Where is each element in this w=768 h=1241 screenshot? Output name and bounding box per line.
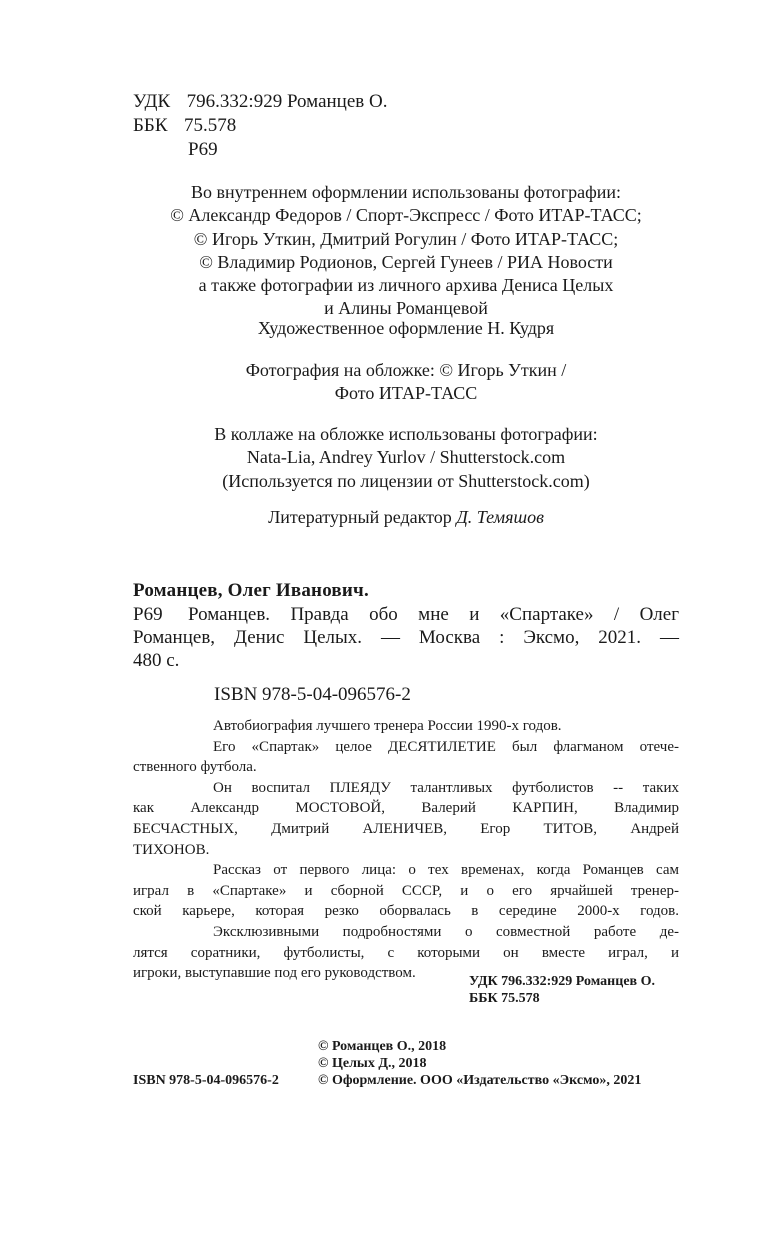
copyright-line: © Романцев О., 2018 bbox=[318, 1039, 447, 1054]
annotation-line: Рассказ от первого лица: о тех временах, когда Романцев сам bbox=[213, 862, 679, 879]
catalog-line: Романцев. Правда обо мне и «Спартаке» / Олег bbox=[188, 604, 679, 625]
bbk-value: 75.578 bbox=[184, 115, 237, 136]
annotation-line: игроки, выступавшие под его руководством. bbox=[133, 965, 416, 982]
photo-credits bbox=[133, 181, 679, 321]
literary-editor-name: Д. Темяшов bbox=[456, 507, 544, 527]
annotation-line: как Александр МОСТОВОЙ, Валерий КАРПИН, Владимир bbox=[133, 800, 679, 817]
bbk-label: ББК bbox=[133, 115, 168, 136]
footer-isbn: ISBN 978-5-04-096576-2 bbox=[133, 1073, 279, 1088]
catalog-description-cont bbox=[133, 626, 679, 672]
cover-photo-credit bbox=[133, 359, 679, 406]
annotation-line: БЕСЧАСТНЫХ, Дмитрий АЛЕНИЧЕВ, Егор ТИТОВ, Андрей bbox=[133, 820, 679, 837]
cover-photo-line: Фото ИТАР-ТАСС bbox=[334, 383, 478, 404]
collage-credits-line: Nata-Lia, Andrey Yurlov / Shutterstock.com bbox=[246, 447, 566, 468]
literary-editor-label: Литературный редактор bbox=[268, 507, 452, 527]
annotation-line: играл в «Спартаке» и сборной СССР, и о его ярчайшей тренер- bbox=[133, 882, 679, 899]
bbk-line bbox=[133, 114, 236, 137]
collage-credits-line: (Используется по лицензии от Shutterstock.com) bbox=[222, 470, 590, 491]
photo-credits-line: Во внутреннем оформлении использованы фотографии: bbox=[190, 182, 622, 202]
catalog-mark: Р69 bbox=[133, 604, 163, 625]
annotation bbox=[133, 716, 679, 984]
cover-photo-line: Фотография на обложке: © Игорь Уткин / bbox=[245, 360, 567, 380]
literary-editor bbox=[133, 506, 679, 529]
catalog-line: 480 с. bbox=[133, 650, 180, 671]
photo-credits-line: © Александр Федоров / Спорт-Экспресс / Фото ИТАР-ТАСС; bbox=[170, 205, 642, 226]
photo-credits-line: © Владимир Родионов, Сергей Гунеев / РИА Новости bbox=[199, 251, 613, 272]
catalog-author-heading: Романцев, Олег Иванович. bbox=[133, 580, 369, 601]
annotation-line: Автобиография лучшего тренера России 1990-х годов. bbox=[213, 718, 562, 734]
collage-credits-line: В коллаже на обложке использованы фотографии: bbox=[214, 424, 598, 444]
photo-credits-line: и Алины Романцевой bbox=[324, 298, 488, 319]
udk-line bbox=[133, 90, 387, 113]
annotation-line: ственного футбола. bbox=[133, 759, 257, 776]
annotation-line: Эксклюзивными подробностями о совместной работе де- bbox=[213, 923, 679, 940]
copyright-line: © Оформление. ООО «Издательство «Эксмо», 2021 bbox=[318, 1073, 642, 1088]
catalog-line: Романцев, Денис Целых. — Москва : Эксмо, 2021. — bbox=[133, 627, 679, 648]
annotation-line: Его «Спартак» целое ДЕСЯТИЛЕТИЕ был флагманом отече- bbox=[213, 738, 679, 755]
annotation-line: ской карьере, которая резко оборвалась в середине 2000-х годов. bbox=[133, 903, 679, 920]
art-design-credit: Художественное оформление Н. Кудря bbox=[257, 318, 555, 338]
annotation-line: Он воспитал ПЛЕЯДУ талантливых футболистов -- таких bbox=[213, 779, 679, 796]
footer-udk: УДК 796.332:929 Романцев О. bbox=[469, 974, 655, 989]
udk-label: УДК bbox=[133, 91, 171, 112]
author-mark: Р69 bbox=[188, 139, 218, 160]
annotation-line: ТИХОНОВ. bbox=[133, 841, 210, 858]
photo-credits-line: © Игорь Уткин, Дмитрий Рогулин / Фото ИТАР-ТАСС; bbox=[193, 228, 619, 249]
catalog-description bbox=[188, 603, 679, 626]
annotation-line: лятся соратники, футболисты, с которыми он вместе играл, и bbox=[133, 944, 679, 961]
udk-value: 796.332:929 Романцев О. bbox=[186, 91, 388, 112]
footer-bbk: ББК 75.578 bbox=[469, 991, 540, 1006]
copyright-line: © Целых Д., 2018 bbox=[318, 1056, 427, 1071]
catalog-isbn: ISBN 978-5-04-096576-2 bbox=[214, 684, 411, 705]
collage-credits bbox=[133, 423, 679, 493]
photo-credits-line: а также фотографии из личного архива Дениса Целых bbox=[198, 275, 614, 296]
